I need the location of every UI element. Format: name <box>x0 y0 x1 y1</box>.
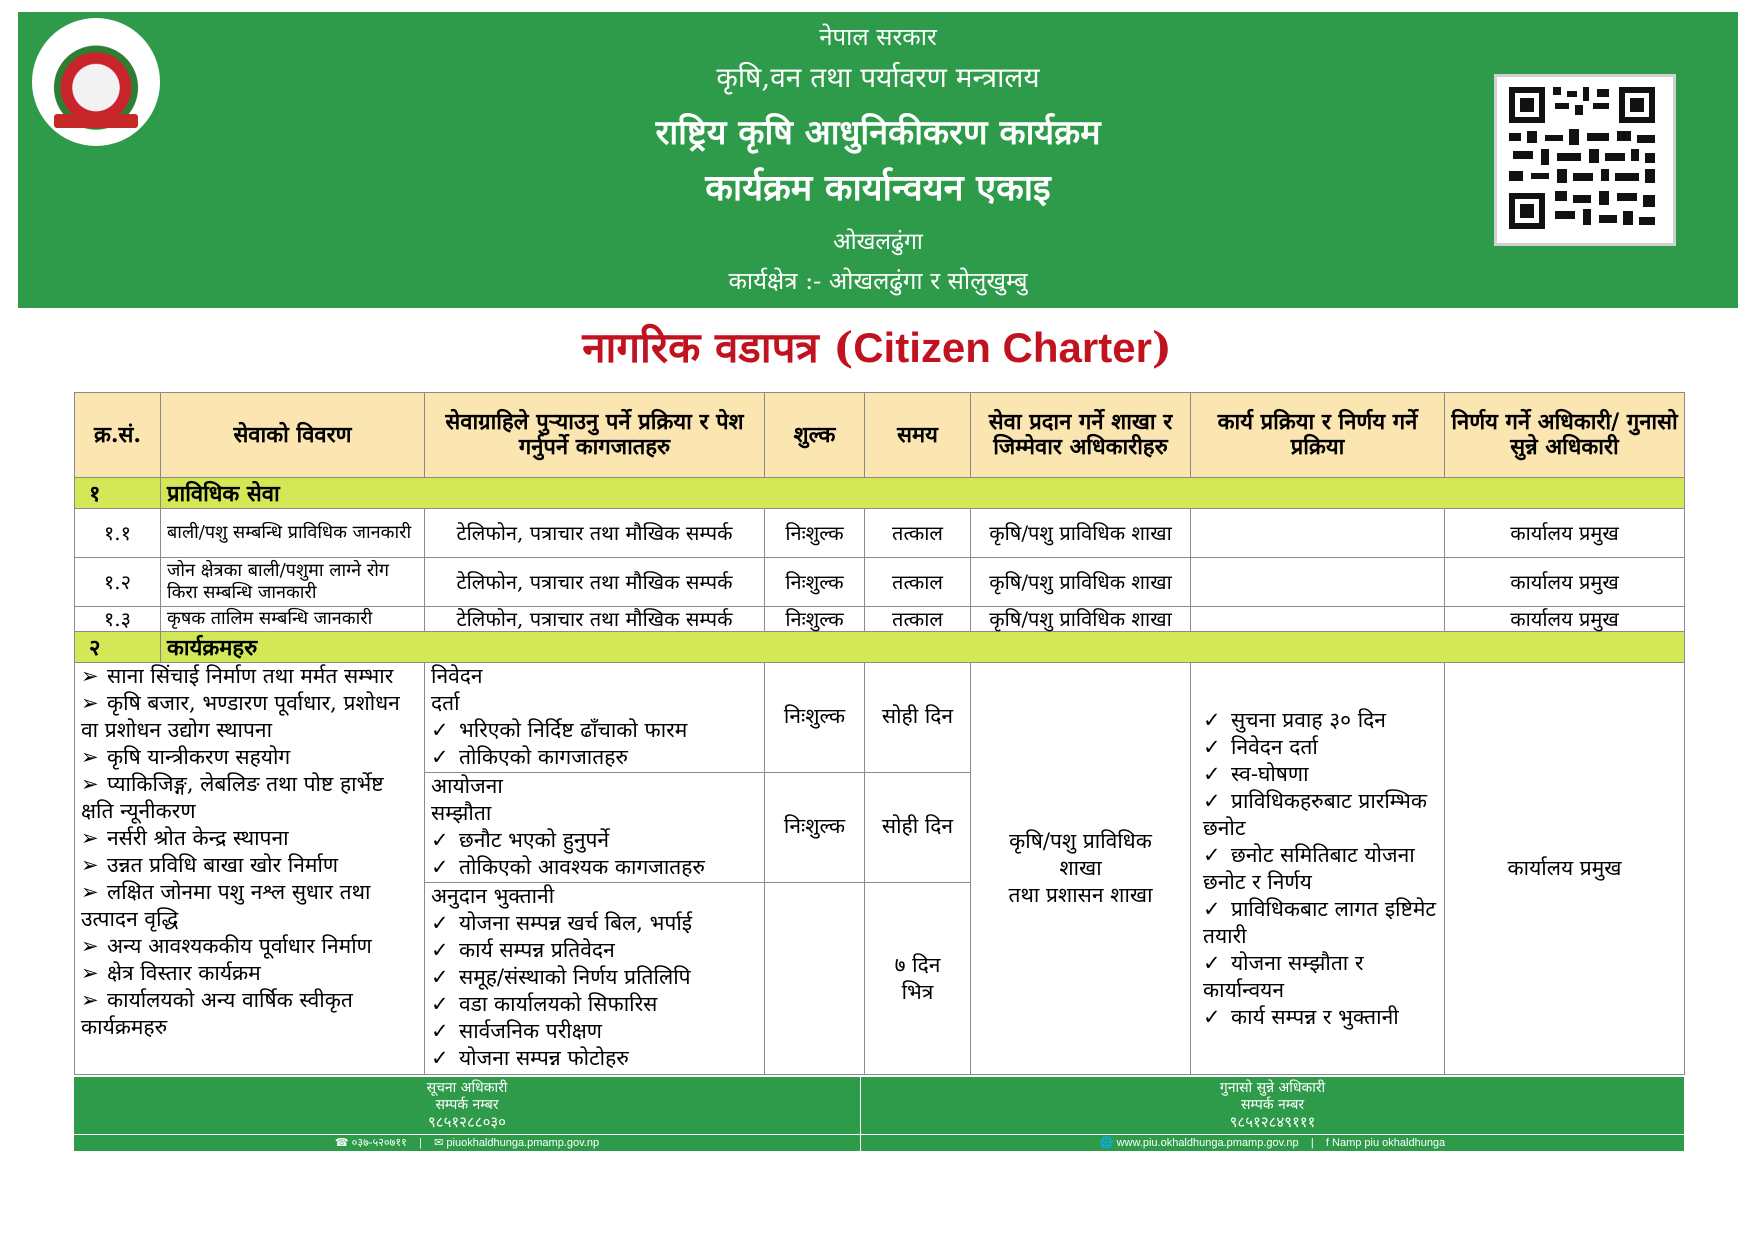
stage-title: आयोजना <box>431 774 503 798</box>
check-icon: ✓ <box>431 1046 449 1070</box>
arrow-icon: ➢ <box>81 664 99 688</box>
stage-title: सम्झौता <box>431 801 492 825</box>
government-name: नेपाल सरकार <box>819 23 937 51</box>
list-item: ➢ कार्यालयको अन्य वार्षिक स्वीकृत कार्यक्रमहरु <box>81 988 353 1039</box>
list-item: ✓ प्राविधिकहरुबाट प्रारम्भिक छनोट <box>1203 788 1427 840</box>
program-stage-row <box>75 663 1685 773</box>
list-item: ✓ वडा कार्यालयको सिफारिस <box>431 992 658 1016</box>
service-process: टेलिफोन, पत्राचार तथा मौखिक सम्पर्क <box>425 607 765 632</box>
grievance-officer-title: गुनासो सुन्ने अधिकारी <box>1219 1080 1326 1096</box>
service-officer: कार्यालय प्रमुख <box>1445 509 1685 558</box>
office-location: ओखलढुंगा <box>833 229 923 255</box>
website-link[interactable]: 🌐 www.piu.okhaldhunga.pmamp.gov.np <box>1099 1137 1299 1149</box>
stage-grant-payment <box>425 883 765 1075</box>
section-number: २ <box>75 632 161 663</box>
arrow-icon: ➢ <box>81 691 99 715</box>
check-icon: ✓ <box>1203 761 1221 786</box>
list-item: ✓ समूह/संस्थाको निर्णय प्रतिलिपि <box>431 965 691 989</box>
phone-number[interactable]: ☎ ०३७-५२०७११ <box>334 1137 407 1149</box>
info-officer-contact <box>74 1077 861 1136</box>
page-title: नागरिक वडापत्र (Citizen Charter) <box>582 323 1172 372</box>
contact-number: ९८५१२८४९१११ <box>1229 1113 1316 1131</box>
service-time: तत्काल <box>865 509 971 558</box>
phone-email-bar: ☎ ०३७-५२०७११ | ✉ piuokhaldhunga.pmamp.gov.np <box>74 1134 861 1152</box>
list-item: ✓ सार्वजनिक परीक्षण <box>431 1019 602 1043</box>
check-icon: ✓ <box>1203 950 1221 975</box>
check-icon: ✓ <box>431 718 449 742</box>
list-item: ✓ योजना सम्पन्न फोटोहरु <box>431 1046 629 1070</box>
arrow-icon: ➢ <box>81 961 99 985</box>
arrow-icon: ➢ <box>81 934 99 958</box>
stage-application <box>425 663 765 773</box>
list-item: ✓ प्राविधिकबाट लागत इष्टिमेट तयारी <box>1203 896 1436 948</box>
program-officer: कार्यालय प्रमुख <box>1445 663 1685 1075</box>
service-branch: कृषि/पशु प्राविधिक शाखा <box>971 607 1191 632</box>
qr-code-icon[interactable] <box>1494 74 1676 246</box>
list-item: ➢ कृषि बजार, भण्डारण पूर्वाधार, प्रशोधन वा प्रशोधन उद्योग स्थापना <box>81 691 400 742</box>
check-icon: ✓ <box>431 965 449 989</box>
arrow-icon: ➢ <box>81 745 99 769</box>
row-number: १.२ <box>75 558 161 607</box>
list-item: ✓ छनौट भएको हुनुपर्ने <box>431 828 610 852</box>
list-item: ➢ नर्सरी श्रोत केन्द्र स्थापना <box>81 826 289 850</box>
check-icon: ✓ <box>431 828 449 852</box>
arrow-icon: ➢ <box>81 880 99 904</box>
contact-label: सम्पर्क नम्बर <box>1240 1097 1305 1113</box>
section-title: कार्यक्रमहरु <box>161 632 1685 663</box>
service-decision-process <box>1191 558 1445 607</box>
list-item: ➢ क्षेत्र विस्तार कार्यक्रम <box>81 961 261 985</box>
section-row-programs <box>75 632 1685 663</box>
stage-title: निवेदन <box>431 664 483 688</box>
stage-title: अनुदान भुक्तानी <box>431 884 555 908</box>
list-item: ✓ निवेदन दर्ता <box>1203 734 1318 759</box>
check-icon: ✓ <box>1203 788 1221 813</box>
service-time: तत्काल <box>865 558 971 607</box>
check-icon: ✓ <box>431 1019 449 1043</box>
col-header-branch: सेवा प्रदान गर्ने शाखा र जिम्मेवार अधिकारीहरु <box>971 393 1191 478</box>
info-officer-title: सूचना अधिकारी <box>426 1080 508 1096</box>
grievance-officer-contact <box>861 1077 1684 1136</box>
table-header-row <box>75 393 1685 478</box>
arrow-icon: ➢ <box>81 772 99 796</box>
list-item: ✓ स्व-घोषणा <box>1203 761 1309 786</box>
stage-agreement <box>425 773 765 883</box>
service-fee: निःशुल्क <box>765 558 865 607</box>
table-row <box>75 607 1685 632</box>
list-item: ✓ कार्य सम्पन्न प्रतिवेदन <box>431 938 615 962</box>
stage-time: ७ दिन भित्र <box>865 883 971 1075</box>
stage-fee: निःशुल्क <box>765 773 865 883</box>
program-list <box>75 663 425 1075</box>
service-officer: कार्यालय प्रमुख <box>1445 558 1685 607</box>
service-decision-process <box>1191 607 1445 632</box>
citizen-charter-table <box>74 392 1685 1075</box>
col-header-sn: क्र.सं. <box>75 393 161 478</box>
list-item: ➢ कृषि यान्त्रीकरण सहयोग <box>81 745 291 769</box>
service-process: टेलिफोन, पत्राचार तथा मौखिक सम्पर्क <box>425 509 765 558</box>
col-header-officer: निर्णय गर्ने अधिकारी/ गुनासो सुन्ने अधिकारी <box>1445 393 1685 478</box>
col-header-process: कार्य प्रक्रिया र निर्णय गर्ने प्रक्रिया <box>1191 393 1445 478</box>
list-item: ➢ उन्नत प्रविधि बाखा खोर निर्माण <box>81 853 339 877</box>
service-fee: निःशुल्क <box>765 607 865 632</box>
list-item: ✓ योजना सम्झौता र कार्यान्वयन <box>1203 950 1364 1002</box>
table-row <box>75 558 1685 607</box>
unit-name: कार्यक्रम कार्यान्वयन एकाइ <box>705 167 1051 209</box>
service-officer: कार्यालय प्रमुख <box>1445 607 1685 632</box>
arrow-icon: ➢ <box>81 988 99 1012</box>
list-item: ✓ तोकिएको कागजातहरु <box>431 745 628 769</box>
program-decision-process <box>1191 663 1445 1075</box>
check-icon: ✓ <box>1203 734 1221 759</box>
check-icon: ✓ <box>431 911 449 935</box>
service-decision-process <box>1191 509 1445 558</box>
check-icon: ✓ <box>1203 1004 1221 1029</box>
stage-time: सोही दिन <box>865 663 971 773</box>
check-icon: ✓ <box>431 855 449 879</box>
contact-label: सम्पर्क नम्बर <box>435 1097 499 1113</box>
work-area: कार्यक्षेत्र :- ओखलढुंगा र सोलुखुम्बु <box>728 267 1028 295</box>
program-name: राष्ट्रिय कृषि आधुनिकीकरण कार्यक्रम <box>655 113 1101 153</box>
check-icon: ✓ <box>1203 707 1221 732</box>
email-link[interactable]: ✉ piuokhaldhunga.pmamp.gov.np <box>434 1137 600 1149</box>
stage-fee: निःशुल्क <box>765 663 865 773</box>
row-number: १.१ <box>75 509 161 558</box>
check-icon: ✓ <box>431 938 449 962</box>
arrow-icon: ➢ <box>81 826 99 850</box>
section-title: प्राविधिक सेवा <box>161 478 1685 509</box>
list-item: ➢ लक्षित जोनमा पशु नश्ल सुधार तथा उत्पादन वृद्धि <box>81 880 371 931</box>
service-process: टेलिफोन, पत्राचार तथा मौखिक सम्पर्क <box>425 558 765 607</box>
facebook-link[interactable]: f Namp piu okhaldhunga <box>1325 1137 1446 1149</box>
section-number: १ <box>75 478 161 509</box>
section-row-technical <box>75 478 1685 509</box>
service-description: कृषक तालिम सम्बन्धि जानकारी <box>161 607 425 632</box>
row-number: १.३ <box>75 607 161 632</box>
service-time: तत्काल <box>865 607 971 632</box>
web-social-bar: 🌐 www.piu.okhaldhunga.pmamp.gov.np | f Namp piu okhaldhunga <box>861 1134 1684 1152</box>
arrow-icon: ➢ <box>81 853 99 877</box>
list-item: ➢ अन्य आवश्यककीय पूर्वाधार निर्माण <box>81 934 372 958</box>
col-header-fee: शुल्क <box>765 393 865 478</box>
contact-number: ९८५१२८८०३० <box>427 1113 506 1131</box>
check-icon: ✓ <box>1203 842 1221 867</box>
contact-footer <box>74 1077 1684 1151</box>
list-item: ✓ योजना सम्पन्न खर्च बिल, भर्पाई <box>431 911 693 935</box>
list-item: ✓ तोकिएको आवश्यक कागजातहरु <box>431 855 705 879</box>
service-fee: निःशुल्क <box>765 509 865 558</box>
check-icon: ✓ <box>431 745 449 769</box>
service-branch: कृषि/पशु प्राविधिक शाखा <box>971 509 1191 558</box>
header-banner <box>18 12 1738 308</box>
col-header-service: सेवाको विवरण <box>161 393 425 478</box>
list-item: ➢ प्याकिजिङ्ग, लेबलिङ तथा पोष्ट हार्भेष्ट क्षति न्यूनीकरण <box>81 772 384 823</box>
list-item: ✓ छनोट समितिबाट योजना छनोट र निर्णय <box>1203 842 1415 894</box>
list-item: ✓ कार्य सम्पन्न र भुक्तानी <box>1203 1004 1399 1029</box>
list-item: ✓ भरिएको निर्दिष्ट ढाँचाको फारम <box>431 718 688 742</box>
service-description: जोन क्षेत्रका बाली/पशुमा लाग्ने रोग किरा सम्बन्धि जानकारी <box>161 558 425 607</box>
col-header-documents: सेवाग्राहिले पुर्‍याउनु पर्ने प्रक्रिया र पेश गर्नुपर्ने कागजातहरु <box>425 393 765 478</box>
stage-title: दर्ता <box>431 691 460 715</box>
stage-fee <box>765 883 865 1075</box>
list-item: ➢ साना सिंचाई निर्माण तथा मर्मत सम्भार <box>81 664 394 688</box>
service-branch: कृषि/पशु प्राविधिक शाखा <box>971 558 1191 607</box>
ministry-name: कृषि,वन तथा पर्यावरण मन्त्रालय <box>716 61 1040 94</box>
check-icon: ✓ <box>1203 896 1221 921</box>
col-header-time: समय <box>865 393 971 478</box>
list-item: ✓ सुचना प्रवाह ३० दिन <box>1203 707 1386 732</box>
table-row <box>75 509 1685 558</box>
check-icon: ✓ <box>431 992 449 1016</box>
service-description: बाली/पशु सम्बन्धि प्राविधिक जानकारी <box>161 509 425 558</box>
program-branch: कृषि/पशु प्राविधिक शाखा तथा प्रशासन शाखा <box>971 663 1191 1075</box>
stage-time: सोही दिन <box>865 773 971 883</box>
